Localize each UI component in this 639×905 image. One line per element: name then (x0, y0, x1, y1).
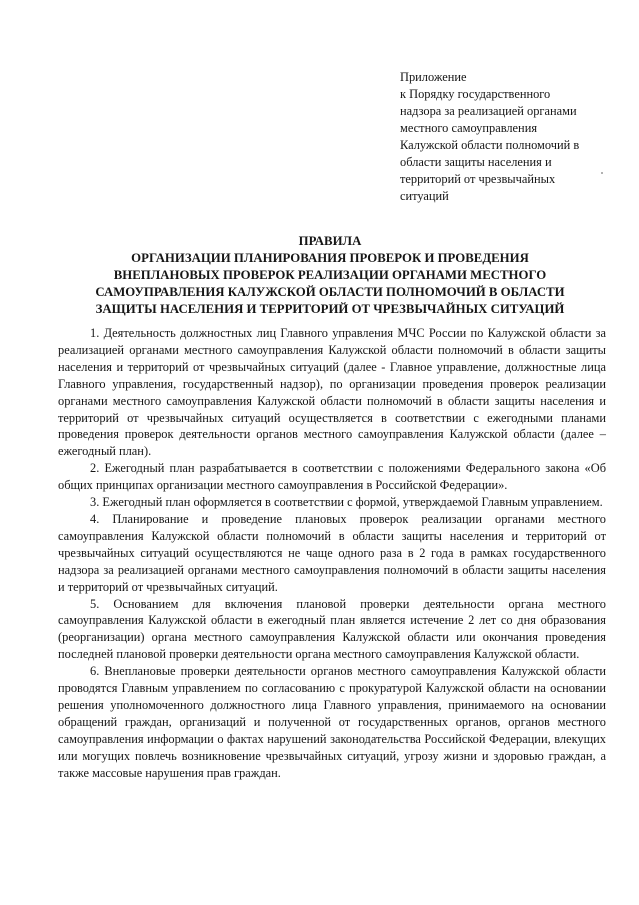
annex-line: местного самоуправления (400, 121, 538, 135)
title-line: САМОУПРАВЛЕНИЯ КАЛУЖСКОЙ ОБЛАСТИ ПОЛНОМОЧИЙ В ОБЛАСТИ (95, 285, 565, 299)
annex-line: ситуаций (400, 189, 449, 203)
paragraph-6: 6. Внеплановые проверки деятельности органов местного самоуправления Калужской области проводятся Главным управлением по согласованию с прокуратурой Калужской области на основании решения уполномоченного должностного лица Главного управления, принимаемого на основании обращений граждан, организаций и полученной от государственных органов, органов местного самоуправления информации о фактах нарушений законодательства Российской Федерации, влекущих или могущих повлечь возникновение чрезвычайных ситуаций, угрозу жизни и здоровью граждан, а также массовые нарушения прав граждан. (58, 664, 606, 780)
paragraph-3: 3. Ежегодный план оформляется в соответствии с формой, утверждаемой Главным управлением. (90, 495, 603, 510)
paragraph-2: 2. Ежегодный план разрабатывается в соответствии с положениями Федерального закона «Об общих принципах организации местного самоуправления в Российской Федерации». (58, 461, 606, 493)
annex-line: территорий от чрезвычайных (400, 172, 556, 186)
title-line: ОРГАНИЗАЦИИ ПЛАНИРОВАНИЯ ПРОВЕРОК И ПРОВЕДЕНИЯ (131, 251, 529, 265)
annex-note (400, 69, 636, 205)
title-line: ВНЕПЛАНОВЫХ ПРОВЕРОК РЕАЛИЗАЦИИ ОРГАНАМИ МЕСТНОГО (113, 268, 547, 282)
title-line: ПРАВИЛА (298, 234, 362, 248)
annex-line: области защиты населения и (400, 155, 552, 169)
title-line: ЗАЩИТЫ НАСЕЛЕНИЯ И ТЕРРИТОРИЙ ОТ ЧРЕЗВЫЧАЙНЫХ СИТУАЦИЙ (95, 302, 565, 316)
annex-line: надзора за реализацией органами (400, 104, 577, 118)
annex-line: Калужской области полномочий в (400, 138, 580, 152)
document-body (58, 325, 606, 781)
paragraph-1: 1. Деятельность должностных лиц Главного управления МЧС России по Калужской области за реализацией органами местного самоуправления Калужской области полномочий в области защиты населения и территорий от чрезвычайных ситуаций (далее - Главное управление, должностные лица Главного управления, государственный надзор), по организации проведения проверок реализации органами местного самоуправления Калужской области полномочий в области защиты населения и территорий от чрезвычайных ситуаций осуществляется в соответствии с ежегодными планами проведения проверок деятельности органов местного самоуправления Калужской области (далее – ежегодный план). (58, 326, 606, 459)
document-title (40, 233, 620, 318)
annex-line: Приложение (400, 70, 467, 84)
paragraph-5: 5. Основанием для включения плановой проверки деятельности органа местного самоуправления Калужской области в ежегодный план является истечение 2 лет со дня образования (реорганизации) органа местного самоуправления Калужской области или окончания проведения последней плановой проверки деятельности органа местного самоуправления Калужской области. (58, 596, 606, 662)
paragraph-4: 4. Планирование и проведение плановых проверок реализации органами местного самоуправления Калужской области полномочий в области защиты населения и территорий от чрезвычайных ситуаций осуществляются не чаще одного раза в 2 года в рамках государственного надзора за реализацией органами местного самоуправления полномочий в области защиты населения и территорий от чрезвычайных ситуаций. (58, 511, 606, 594)
scan-speck (601, 172, 603, 174)
annex-line: к Порядку государственного (400, 87, 551, 101)
